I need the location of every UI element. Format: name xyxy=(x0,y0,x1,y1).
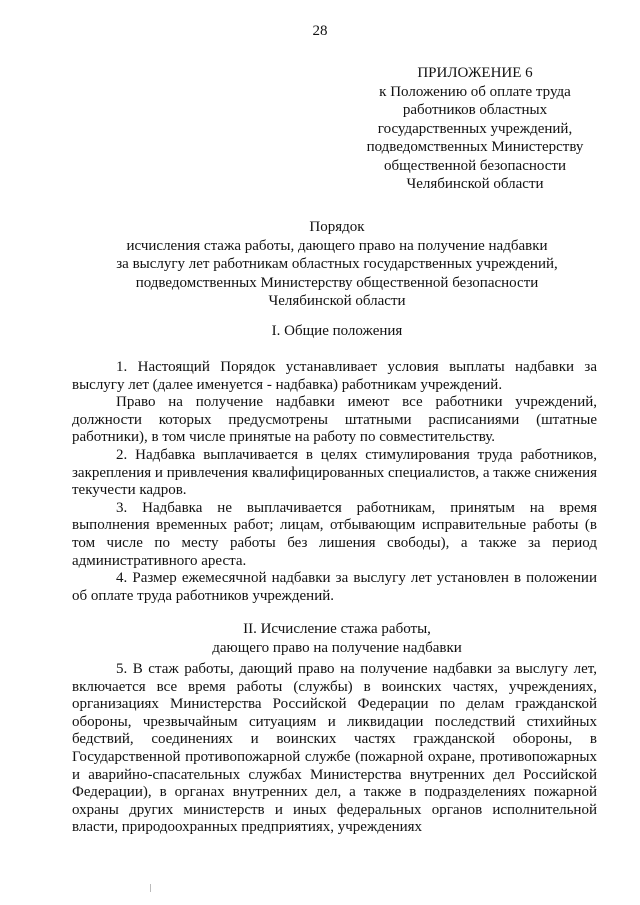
appendix-line: подведомственных Министерству xyxy=(366,139,584,155)
appendix-line: государственных учреждений, xyxy=(377,120,573,137)
document-title-line: Порядок xyxy=(309,219,365,235)
document-title-line: Челябинской области xyxy=(268,293,406,309)
section-body-general xyxy=(72,359,597,605)
section-heading-line: дающего право на получение надбавки xyxy=(212,639,462,656)
appendix-line: работников областных xyxy=(402,102,548,118)
paragraph: 2. Надбавка выплачивается в целях стимулирования труда работников, закрепления и привлечения квалифицированных специалистов, а также снижения текучести кадров. xyxy=(72,446,597,499)
appendix-title: ПРИЛОЖЕНИЕ 6 xyxy=(417,65,533,81)
section-body-seniority xyxy=(72,661,597,837)
paragraph: 5. В стаж работы, дающий право на получение надбавки за выслугу лет, включается все время работы (службы) в воинских частях, учреждениях, организациях Министерства Российской Федерации по делам гражданской обороны, чрезвычайным ситуациям и ликвидации последствий стихийных бедствий, соединениях и воинских частях гражданской обороны, в Государственной противопожарной службе (пожарной охране, противопожарных и аварийно-спасательных службах Министерства внутренних дел Российской Федерации), в органах внутренних дел, а также в подразделениях пожарной охраны других министерств и иных федеральных органов исполнительной власти, природоохранных предприятиях, учреждениях xyxy=(72,661,597,836)
paragraph: 1. Настоящий Порядок устанавливает условия выплаты надбавки за выслугу лет (далее именуется - надбавка) работникам учреждений. xyxy=(72,359,597,393)
document-title-line: за выслугу лет работникам областных государственных учреждений, xyxy=(116,256,558,272)
paragraph: 3. Надбавка не выплачивается работникам, принятым на время выполнения временных работ; лицам, отбывающим исправительные работы (в том числе по месту работы без лишения свободы), а также за период административного ареста. xyxy=(72,499,597,569)
page-number: 28 xyxy=(312,23,328,39)
section-heading-line: I. Общие положения xyxy=(271,323,403,339)
scan-mark xyxy=(150,884,151,892)
paragraph: 4. Размер ежемесячной надбавки за выслугу лет установлен в положении об оплате труда работников учреждений. xyxy=(72,570,597,604)
appendix-line: общественной безопасности xyxy=(383,157,566,174)
appendix-line: к Положению об оплате труда xyxy=(379,83,571,100)
section-heading-seniority xyxy=(72,620,602,657)
paragraph: Право на получение надбавки имеют все работники учреждений, должности которых предусмотрены штатными расписаниями (штатные работники), в том числе принятые на работу по совместительству. xyxy=(72,394,597,446)
appendix-header xyxy=(345,64,605,194)
section-heading-line: II. Исчисление стажа работы, xyxy=(243,621,431,637)
document-title-line: подведомственных Министерству общественной безопасности xyxy=(135,274,539,291)
document-title-line: исчисления стажа работы, дающего право на получение надбавки xyxy=(126,237,548,254)
document-title xyxy=(72,218,602,311)
appendix-line: Челябинской области xyxy=(406,176,544,192)
section-heading-general xyxy=(72,322,602,341)
